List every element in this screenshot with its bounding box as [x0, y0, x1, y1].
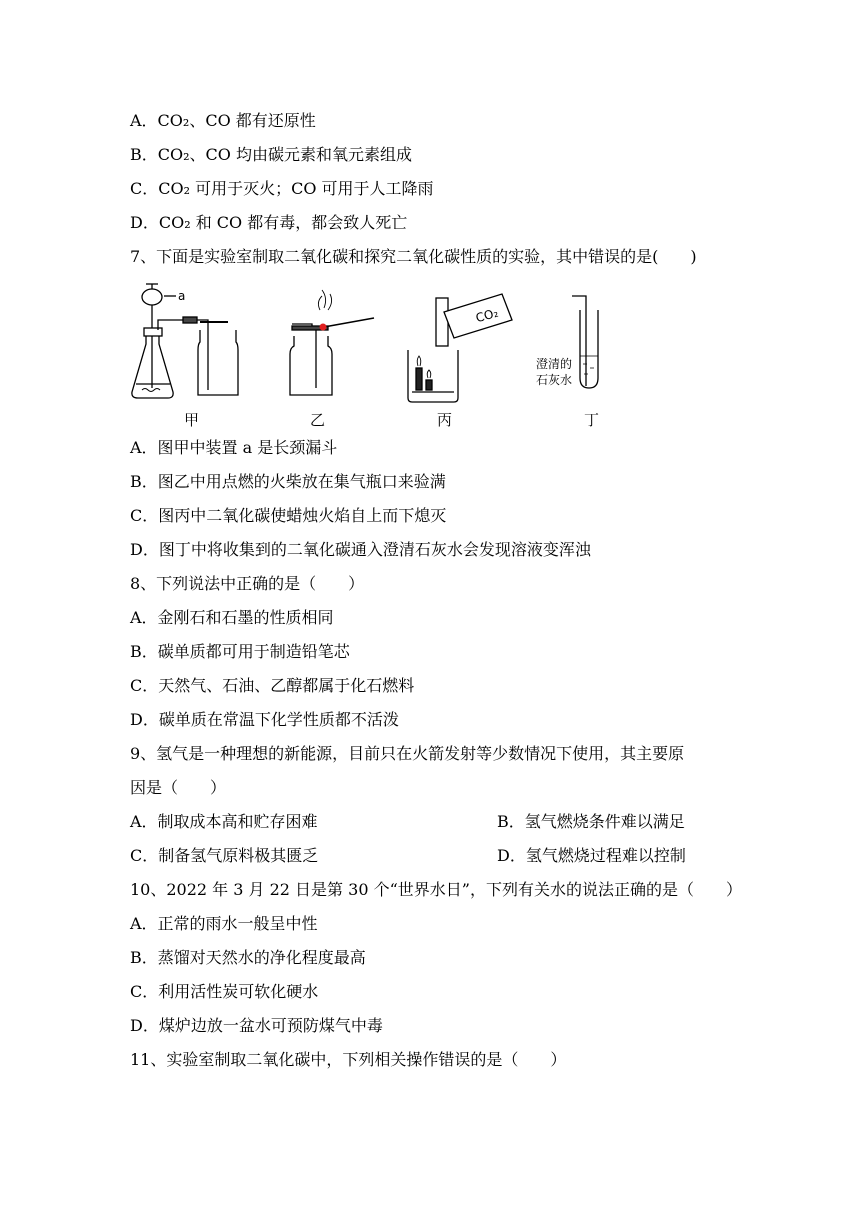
match-flame-icon: [320, 324, 327, 331]
q9-stem-line2: 因是（ ）: [130, 778, 227, 797]
q8-option-a: A．金刚石和石墨的性质相同: [130, 608, 334, 627]
q7-option-a: A．图甲中装置 a 是长颈漏斗: [130, 438, 338, 457]
q10-option-d: D．煤炉边放一盆水可预防煤气中毒: [130, 1016, 383, 1035]
caption-bing: 丙: [437, 411, 453, 429]
q10-stem: 10、2022 年 3 月 22 日是第 30 个“世界水日”，下列有关水的说法正确的是（ ）: [130, 880, 742, 899]
q9-stem-line1: 9、氢气是一种理想的新能源，目前只在火箭发射等少数情况下使用，其主要原: [130, 744, 685, 763]
q10-option-c: C．利用活性炭可软化硬水: [130, 982, 319, 1001]
q6-option-d: D．CO₂ 和 CO 都有毒，都会致人死亡: [130, 213, 408, 232]
q9-option-a: A．制取成本高和贮存困难: [130, 812, 318, 831]
co2-jar-label: CO₂: [474, 305, 500, 326]
limewater-label-line1: 澄清的: [536, 357, 573, 371]
q8-option-b: B．碳单质都可用于制造铅笔芯: [130, 642, 350, 661]
q10-option-a: A．正常的雨水一般呈中性: [130, 914, 318, 933]
q8-option-d: D．碳单质在常温下化学性质都不活泼: [130, 710, 399, 729]
caption-yi: 乙: [310, 411, 326, 429]
q11-stem: 11、实验室制取二氧化碳中，下列相关操作错误的是（ ）: [130, 1050, 567, 1069]
q6-option-c: C．CO₂ 可用于灭火；CO 可用于人工降雨: [130, 179, 434, 198]
q8-stem: 8、下列说法中正确的是（ ）: [130, 574, 365, 593]
q7-apparatus-figure: [128, 280, 618, 425]
q9-option-d: D．氢气燃烧过程难以控制: [497, 846, 686, 865]
q9-options-row1: [130, 812, 685, 832]
q9-option-b: B．氢气燃烧条件难以满足: [497, 812, 685, 831]
q6-option-a: A．CO₂、CO 都有还原性: [130, 111, 316, 130]
apparatus-label-a: a: [178, 289, 186, 303]
limewater-label-line2: 石灰水: [536, 373, 573, 387]
q7-stem: 7、下面是实验室制取二氧化碳和探究二氧化碳性质的实验，其中错误的是( ): [130, 247, 697, 266]
q9-options-row2: [130, 846, 686, 866]
q7-option-b: B．图乙中用点燃的火柴放在集气瓶口来验满: [130, 472, 446, 491]
q6-option-b: B．CO₂、CO 均由碳元素和氧元素组成: [130, 145, 412, 164]
q9-option-c: C．制备氢气原料极其匮乏: [130, 846, 319, 865]
caption-jia: 甲: [184, 411, 200, 429]
q7-option-d: D．图丁中将收集到的二氧化碳通入澄清石灰水会发现溶液变浑浊: [130, 540, 591, 559]
q8-option-c: C．天然气、石油、乙醇都属于化石燃料: [130, 676, 415, 695]
apparatus-ding: [572, 296, 598, 388]
apparatus-yi: [290, 290, 374, 395]
q10-option-b: B．蒸馏对天然水的净化程度最高: [130, 948, 366, 967]
q7-option-c: C．图丙中二氧化碳使蜡烛火焰自上而下熄灭: [130, 506, 447, 525]
caption-ding: 丁: [584, 411, 600, 429]
